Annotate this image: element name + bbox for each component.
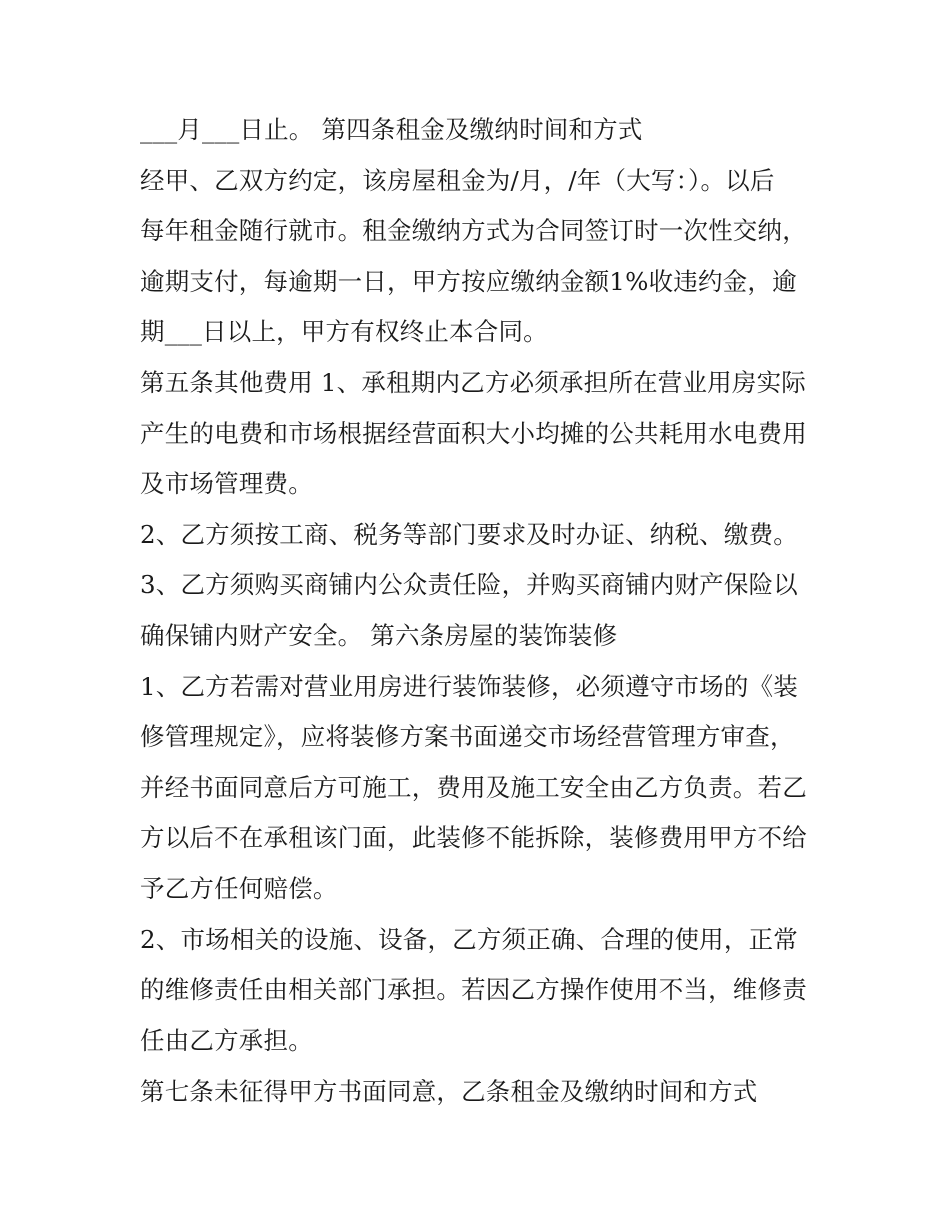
text-line: 产生的电费和市场根据经营面积大小均摊的公共耗用水电费用 xyxy=(140,419,807,448)
text-line: 的维修责任由相关部门承担。若因乙方操作使用不当，维修责 xyxy=(140,975,807,1004)
text-line: 每年租金随行就市。租金缴纳方式为合同签订时一次性交纳， xyxy=(140,216,807,245)
text-line: 方以后不在承租该门面，此装修不能拆除，装修费用甲方不给 xyxy=(140,823,807,852)
text-line: 第七条未征得甲方书面同意，乙条租金及缴纳时间和方式 xyxy=(140,1077,758,1106)
text-line: 1、乙方若需对营业用房进行装饰装修，必须遵守市场的《装 xyxy=(140,672,798,701)
text-line: 第五条其他费用 1、承租期内乙方必须承担所在营业用房实际 xyxy=(140,368,806,397)
text-line: 2、市场相关的设施、设备，乙方须正确、合理的使用，正常 xyxy=(140,925,798,954)
text-line: 期___日以上，甲方有权终止本合同。 xyxy=(140,317,548,346)
text-line: 并经书面同意后方可施工，费用及施工安全由乙方负责。若乙 xyxy=(140,773,807,802)
text-line: 修管理规定》，应将装修方案书面递交市场经营管理方审查， xyxy=(140,722,795,751)
text-line: 及市场管理费。 xyxy=(140,469,313,498)
text-line: 确保铺内财产安全。 第六条房屋的装饰装修 xyxy=(140,621,618,650)
text-line: 3、乙方须购买商铺内公众责任险，并购买商铺内财产保险以 xyxy=(140,570,798,599)
text-line: 2、乙方须按工商、税务等部门要求及时办证、纳税、缴费。 xyxy=(140,520,798,549)
text-line: 任由乙方承担。 xyxy=(140,1026,313,1055)
text-line: 逾期支付，每逾期一日，甲方按应缴纳金额1%收违约金，逾 xyxy=(140,267,797,296)
text-line: 予乙方任何赔偿。 xyxy=(140,874,338,903)
text-line: ___月___日止。 第四条租金及缴纳时间和方式 xyxy=(140,115,643,144)
text-line: 经甲、乙双方约定，该房屋租金为/月，/年（大写：）。以后 xyxy=(140,166,775,195)
